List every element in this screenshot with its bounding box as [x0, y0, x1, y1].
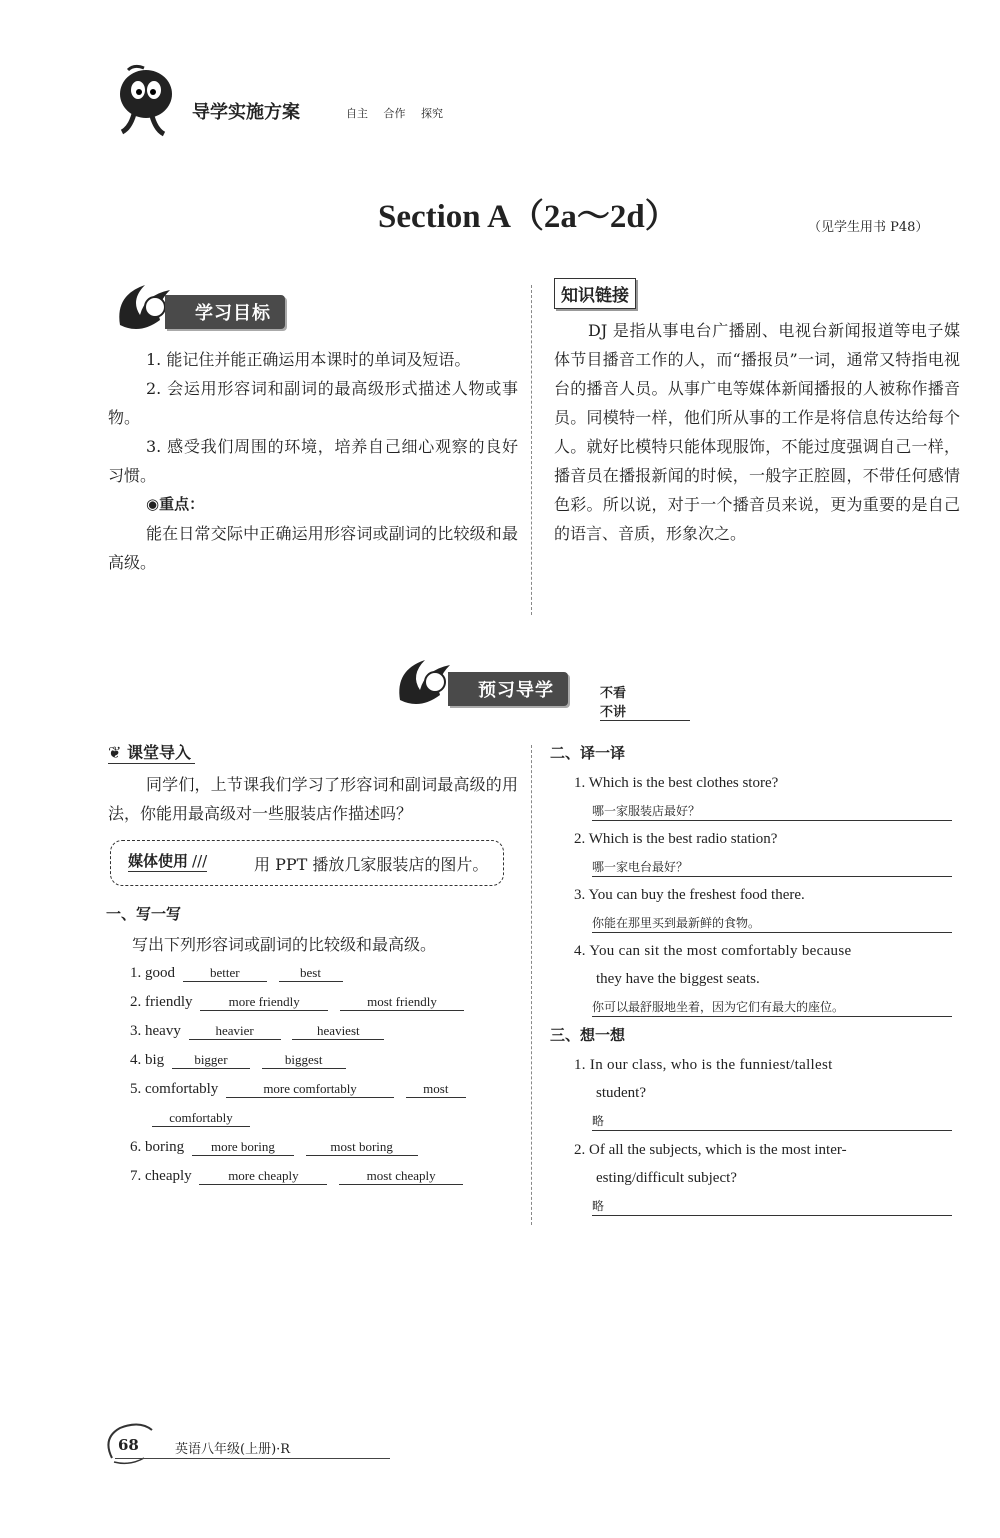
think-item-1-en-a: 1. In our class, who is the funniest/tallest	[574, 1057, 833, 1073]
translate-item-3-en: 3. You can buy the freshest food there.	[574, 887, 805, 903]
class-intro-heading	[108, 740, 195, 764]
preview-banner-sub: 不看不讲	[600, 682, 690, 721]
translate-item-1-zh: 哪一家服装店最好？	[592, 800, 952, 821]
objectives-banner	[110, 275, 340, 335]
media-use-label: 媒体使用 ///	[128, 852, 208, 870]
class-intro-label: 课堂导入	[126, 743, 191, 762]
header-tags	[346, 105, 455, 121]
class-intro-text: 同学们，上节课我们学习了形容词和副词最高级的用法，你能用最高级对一些服装店作描述吗？	[108, 775, 518, 823]
write-instruction: 写出下列形容词或副词的比较级和最高级。	[132, 935, 437, 954]
translate-item-3-zh: 你能在那里买到最新鲜的食物。	[592, 912, 952, 933]
mascot-logo-icon	[104, 62, 184, 142]
write-item-6: 6. boring more boring most boring	[130, 1134, 422, 1160]
write-item-5: 5. comfortably more comfortably most	[130, 1076, 470, 1102]
page-number: 68	[118, 1436, 139, 1454]
objective-1: 1. 能记住并能正确运用本课时的单词及短语。	[146, 350, 471, 369]
key-point-text: 能在日常交际中正确运用形容词或副词的比较级和最高级。	[108, 524, 518, 572]
column-divider-lower	[531, 745, 532, 1225]
key-point-label: ◉重点：	[146, 495, 205, 513]
translate-item-4-en-b: they have the biggest seats.	[596, 971, 760, 987]
think-heading: 三、想一想	[550, 1026, 626, 1044]
translate-heading: 二、译一译	[550, 744, 626, 762]
write-item-1: 1. good better best	[130, 960, 347, 986]
translate-item-2-zh: 哪一家电台最好？	[592, 856, 952, 877]
tag-self-study: 自主	[346, 107, 368, 120]
think-item-2-en-a: 2. Of all the subjects, which is the most inter-	[574, 1142, 847, 1158]
write-item-5-cont: comfortably	[152, 1105, 254, 1131]
write-item-7: 7. cheaply more cheaply most cheaply	[130, 1163, 467, 1189]
book-title: 英语八年级(上册)·R	[175, 1442, 291, 1457]
objectives-banner-label: 学习目标	[165, 295, 285, 329]
objective-2: 2. 会运用形容词和副词的最高级形式描述人物或事物。	[108, 379, 518, 427]
translate-item-4-en-a: 4. You can sit the most comfortably because	[574, 943, 852, 959]
think-item-1-answer: 略	[592, 1110, 952, 1131]
page-title: Section A（2a～2d）	[378, 199, 678, 235]
student-book-reference: （见学生用书 P48）	[808, 220, 929, 235]
preview-banner	[390, 650, 690, 720]
column-divider	[531, 285, 532, 615]
tag-explore: 探究	[421, 107, 443, 120]
write-item-2: 2. friendly more friendly most friendly	[130, 989, 468, 1015]
tag-cooperation: 合作	[383, 107, 406, 120]
write-item-4: 4. big bigger biggest	[130, 1047, 350, 1073]
header-brand: 导学实施方案	[192, 102, 300, 123]
knowledge-link-label: 知识链接	[554, 278, 636, 309]
translate-item-2-en: 2. Which is the best radio station?	[574, 831, 778, 847]
leaf-icon: ❦	[108, 743, 122, 762]
write-item-3: 3. heavy heavier heaviest	[130, 1018, 388, 1044]
media-use-text: 用 PPT 播放几家服装店的图片。	[254, 855, 489, 874]
think-item-1-en-b: student?	[596, 1085, 646, 1101]
write-heading: 一、写一写	[106, 905, 182, 923]
think-item-2-en-b: esting/difficult subject?	[596, 1170, 737, 1186]
footer-rule	[115, 1458, 390, 1459]
think-item-2-answer: 略	[592, 1195, 952, 1216]
knowledge-link-text: DJ 是指从事电台广播剧、电视台新闻报道等电子媒体节目播音工作的人，而“播报员”一词，通常又特指电视台的播音人员。从事广电等媒体新闻播报的人被称作播音员。同模特一样，他们所从事的工作是将信息传达给每个人。就好比模特只能体现服饰，不能过度强调自己一样，播音员在播报新闻的时候，一般字正腔圆，不带任何感情色彩。所以说，对于一个播音员来说，更为重要的是自己的语言、音质，形象次之。	[554, 321, 960, 543]
objective-3: 3. 感受我们周围的环境，培养自己细心观察的良好习惯。	[108, 437, 518, 485]
translate-item-4-zh: 你可以最舒服地坐着，因为它们有最大的座位。	[592, 996, 952, 1017]
preview-banner-label: 预习导学	[448, 672, 568, 706]
translate-item-1-en: 1. Which is the best clothes store?	[574, 775, 779, 791]
